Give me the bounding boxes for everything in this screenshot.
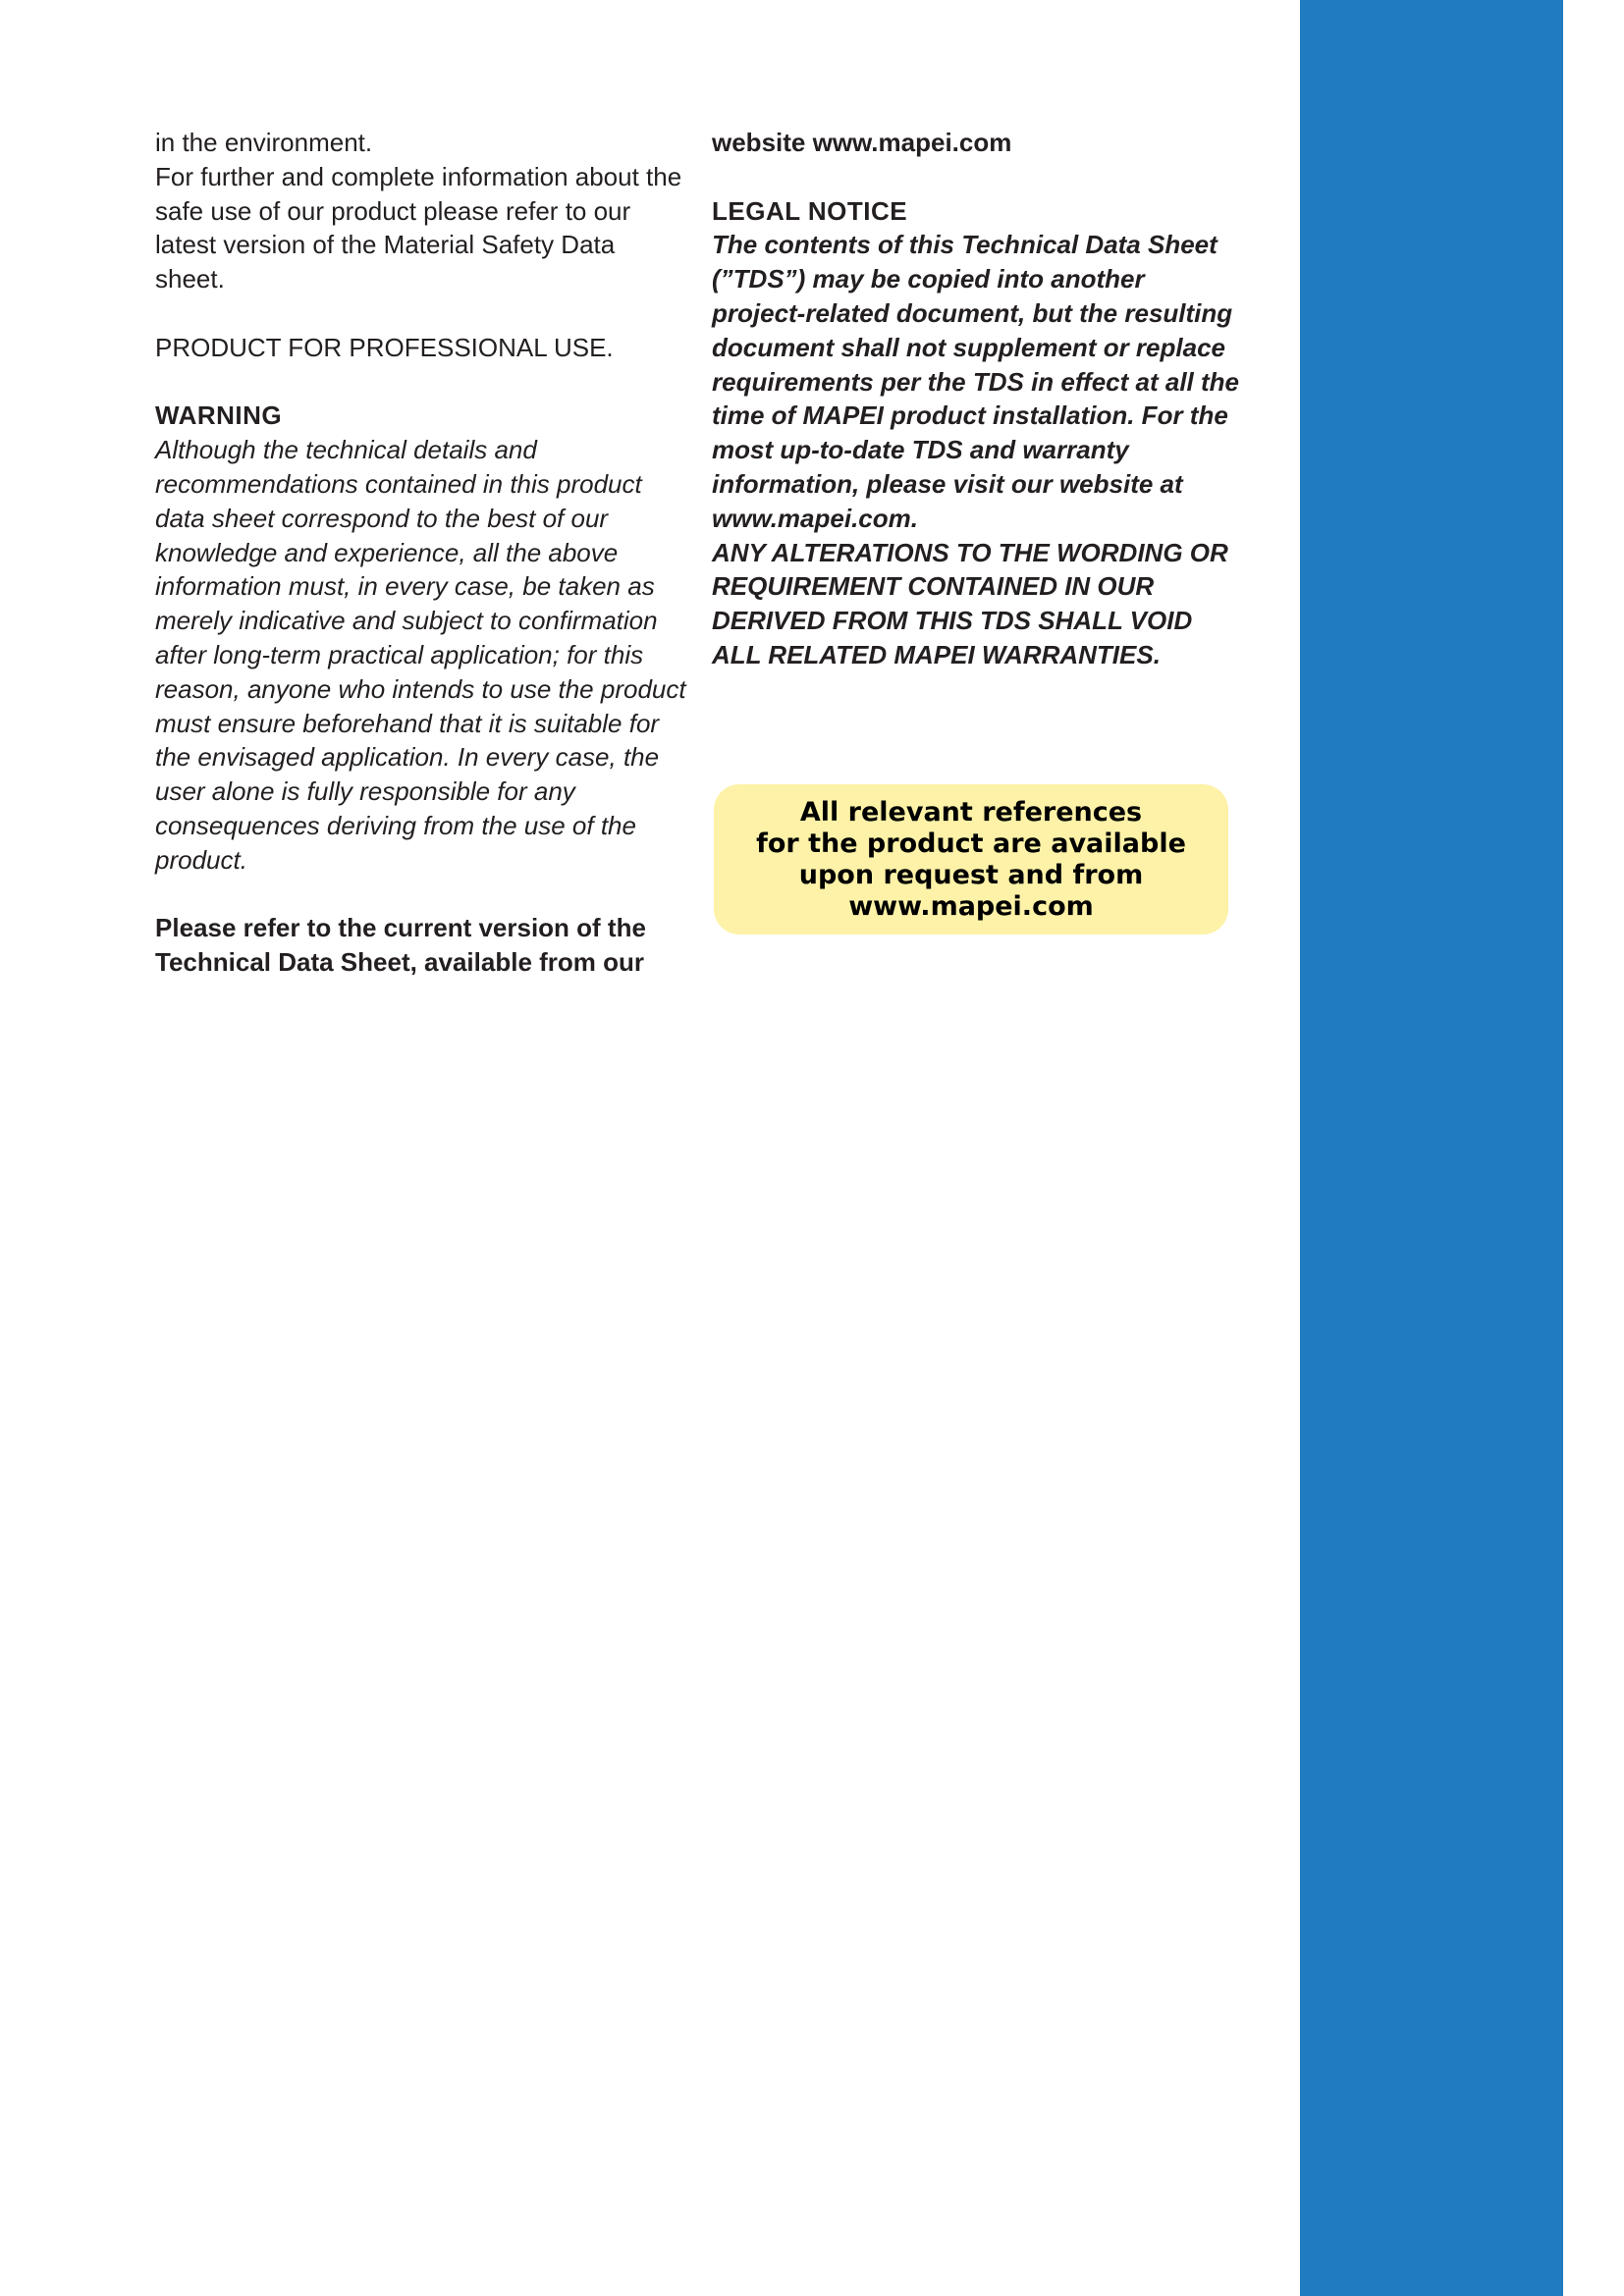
legal-notice-heading: LEGAL NOTICE: [712, 195, 908, 226]
notice-website: www.mapei.com: [848, 890, 1094, 922]
safety-data-reference: For further and complete information about the safe use of our product please refer to our latest version of the Material Safety Data sheet.: [155, 161, 682, 294]
website-line: website www.mapei.com: [712, 128, 1012, 157]
notice-line: for the product are available: [756, 828, 1186, 859]
legal-notice-text: The contents of this Technical Data Sheet (”TDS”) may be copied into another project-related document, but the resulting document shall not supplement or replace requirements per the TDS in effect at all the time of MAPEI product installation. For the most up-to-date TDS and warranty information, please visit our website at www.mapei.com.: [712, 230, 1239, 533]
notice-line: All relevant references: [799, 796, 1143, 828]
left-column: [155, 126, 691, 980]
alterations-warning: ANY ALTERATIONS TO THE WORDING OR REQUIREMENT CONTAINED IN OUR DERIVED FROM THIS TDS SHALL VOID ALL RELATED MAPEI WARRANTIES.: [712, 537, 1228, 669]
warning-heading: WARNING: [155, 400, 283, 431]
notice-line: upon request and from: [798, 859, 1144, 890]
references-notice-box: [714, 784, 1228, 934]
refer-tds-text: Please refer to the current version of the Technical Data Sheet, available from our: [155, 913, 646, 978]
warning-text: Although the technical details and recommendations contained in this product data sheet correspond to the best of our knowledge and experience, all the above information must, in every case, be taken as merely indicative and subject to confirmation after long-term practical application; for this reason, anyone who intends to use the product must ensure beforehand that it is suitable for the envisaged application. In every case, the user alone is fully responsible for any consequences deriving from the use of the product.: [155, 435, 686, 875]
professional-use-notice: PRODUCT FOR PROFESSIONAL USE.: [155, 332, 614, 362]
right-column: [712, 126, 1242, 672]
intro-line: in the environment.: [155, 128, 373, 157]
references-notice-text: [756, 797, 1186, 923]
blue-side-band: [1300, 0, 1563, 2296]
